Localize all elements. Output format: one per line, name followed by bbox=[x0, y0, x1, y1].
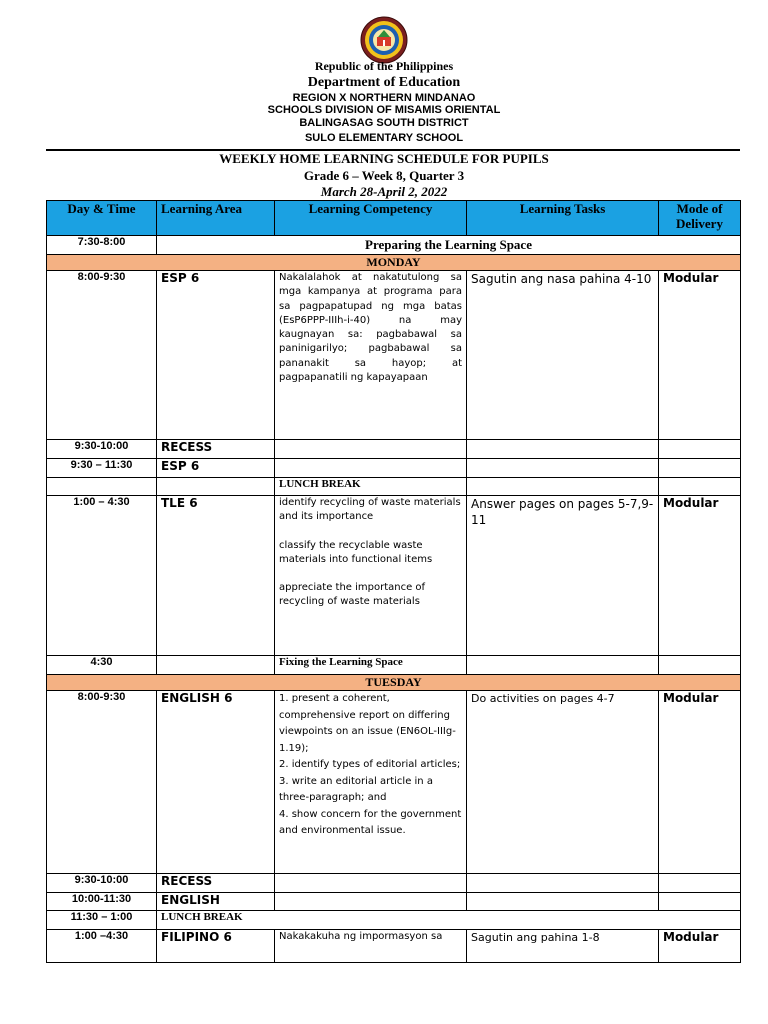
row-time: 10:00-11:30 bbox=[47, 893, 157, 911]
competency-item: classify the recyclable waste materials into functional items bbox=[279, 539, 433, 565]
table-row bbox=[47, 440, 741, 459]
row-task: Do activities on pages 4-7 bbox=[467, 691, 659, 874]
row-mode bbox=[659, 459, 741, 478]
table-row bbox=[47, 656, 741, 675]
row-task: Sagutin ang pahina 1-8 bbox=[467, 930, 659, 963]
row-time: 4:30 bbox=[47, 656, 157, 675]
table-row bbox=[47, 893, 741, 911]
table-row bbox=[47, 236, 741, 255]
row-time: 9:30-10:00 bbox=[47, 874, 157, 893]
row-competency: Nakakakuha ng impormasyon sa bbox=[275, 930, 467, 963]
row-area: FILIPINO 6 bbox=[157, 930, 275, 963]
row-competency: LUNCH BREAK bbox=[275, 478, 467, 496]
schedule-title: WEEKLY HOME LEARNING SCHEDULE FOR PUPILS bbox=[219, 151, 549, 166]
row-time: 7:30-8:00 bbox=[47, 236, 157, 255]
competency-item: appreciate the importance of recycling of waste materials bbox=[279, 582, 426, 608]
row-area: ENGLISH 6 bbox=[157, 691, 275, 874]
row-competency: 1. present a coherent, comprehensive report on differing viewpoints on an issue (EN6OL-IIIg-1.19); 2. identify types of editorial articles; 3. write an editorial article in a three-paragraph; and 4. show concern for the government and environmental issue. bbox=[275, 691, 467, 874]
deped-seal-logo bbox=[360, 16, 408, 64]
row-task: Sagutin ang nasa pahina 4-10 bbox=[467, 271, 659, 440]
row-time: 8:00-9:30 bbox=[47, 271, 157, 440]
day-label: MONDAY bbox=[47, 255, 741, 271]
row-mode bbox=[659, 440, 741, 459]
row-task bbox=[467, 459, 659, 478]
col-learning-area: Learning Area bbox=[157, 201, 275, 236]
row-area: ENGLISH bbox=[157, 893, 275, 911]
table-row bbox=[47, 930, 741, 963]
row-competency bbox=[275, 459, 467, 478]
table-row bbox=[47, 911, 741, 930]
spacer bbox=[279, 525, 462, 539]
col-learning-competency: Learning Competency bbox=[275, 201, 467, 236]
region-heading: REGION X NORTHERN MINDANAO bbox=[292, 92, 476, 104]
row-mode bbox=[659, 893, 741, 911]
row-area: TLE 6 bbox=[157, 496, 275, 656]
row-area: RECESS bbox=[157, 874, 275, 893]
row-time: 1:00 – 4:30 bbox=[47, 496, 157, 656]
row-mode: Modular bbox=[659, 930, 741, 963]
day-row-tuesday bbox=[47, 675, 741, 691]
spacer bbox=[279, 567, 462, 581]
table-row bbox=[47, 271, 741, 440]
row-task bbox=[467, 656, 659, 675]
col-day-time: Day & Time bbox=[47, 201, 157, 236]
row-area: ESP 6 bbox=[157, 271, 275, 440]
day-label: TUESDAY bbox=[47, 675, 741, 691]
school-heading: SULO ELEMENTARY SCHOOL bbox=[304, 132, 464, 144]
row-mode: Modular bbox=[659, 496, 741, 656]
department-heading: Department of Education bbox=[307, 75, 461, 90]
row-competency bbox=[275, 496, 467, 656]
row-competency bbox=[275, 893, 467, 911]
table-header-row bbox=[47, 201, 741, 236]
row-time: 11:30 – 1:00 bbox=[47, 911, 157, 930]
row-time bbox=[47, 478, 157, 496]
row-activity: LUNCH BREAK bbox=[157, 911, 741, 930]
schedule-table bbox=[46, 200, 741, 963]
row-area: ESP 6 bbox=[157, 459, 275, 478]
row-activity: Preparing the Learning Space bbox=[157, 236, 741, 255]
row-area bbox=[157, 656, 275, 675]
row-competency bbox=[275, 874, 467, 893]
schedule-dates: March 28-April 2, 2022 bbox=[320, 184, 448, 199]
table-row bbox=[47, 874, 741, 893]
row-area: RECESS bbox=[157, 440, 275, 459]
row-task bbox=[467, 874, 659, 893]
row-task: Answer pages on pages 5-7,9-11 bbox=[467, 496, 659, 656]
row-time: 8:00-9:30 bbox=[47, 691, 157, 874]
republic-heading: Republic of the Philippines bbox=[314, 59, 454, 73]
row-task bbox=[467, 440, 659, 459]
table-row bbox=[47, 478, 741, 496]
day-row-monday bbox=[47, 255, 741, 271]
table-row bbox=[47, 691, 741, 874]
col-mode-of-delivery: Mode of Delivery bbox=[659, 201, 741, 236]
row-time: 1:00 –4:30 bbox=[47, 930, 157, 963]
schedule-subtitle: Grade 6 – Week 8, Quarter 3 bbox=[303, 168, 465, 183]
row-task bbox=[467, 478, 659, 496]
row-competency: Nakalalahok at nakatutulong sa mga kampanya at programa para sa pagpapatupad ng mga batas (EsP6PPP-IIIh-i-40) na may kaugnayan sa: pagbabawal sa paninigarilyo; pagbabawal sa pananakit sa hayop; at pagpapanatili ng kapayapaan bbox=[275, 271, 467, 440]
competency-item: identify recycling of waste materials and its importance bbox=[279, 497, 461, 523]
row-mode bbox=[659, 656, 741, 675]
row-competency bbox=[275, 440, 467, 459]
row-task bbox=[467, 893, 659, 911]
row-mode: Modular bbox=[659, 271, 741, 440]
row-mode bbox=[659, 478, 741, 496]
row-time: 9:30 – 11:30 bbox=[47, 459, 157, 478]
row-mode: Modular bbox=[659, 691, 741, 874]
row-area bbox=[157, 478, 275, 496]
district-heading: BALINGASAG SOUTH DISTRICT bbox=[299, 117, 469, 129]
row-competency: Fixing the Learning Space bbox=[275, 656, 467, 675]
table-row bbox=[47, 459, 741, 478]
table-row bbox=[47, 496, 741, 656]
row-mode bbox=[659, 874, 741, 893]
col-learning-tasks: Learning Tasks bbox=[467, 201, 659, 236]
row-time: 9:30-10:00 bbox=[47, 440, 157, 459]
division-heading: SCHOOLS DIVISION OF MISAMIS ORIENTAL bbox=[267, 104, 501, 116]
